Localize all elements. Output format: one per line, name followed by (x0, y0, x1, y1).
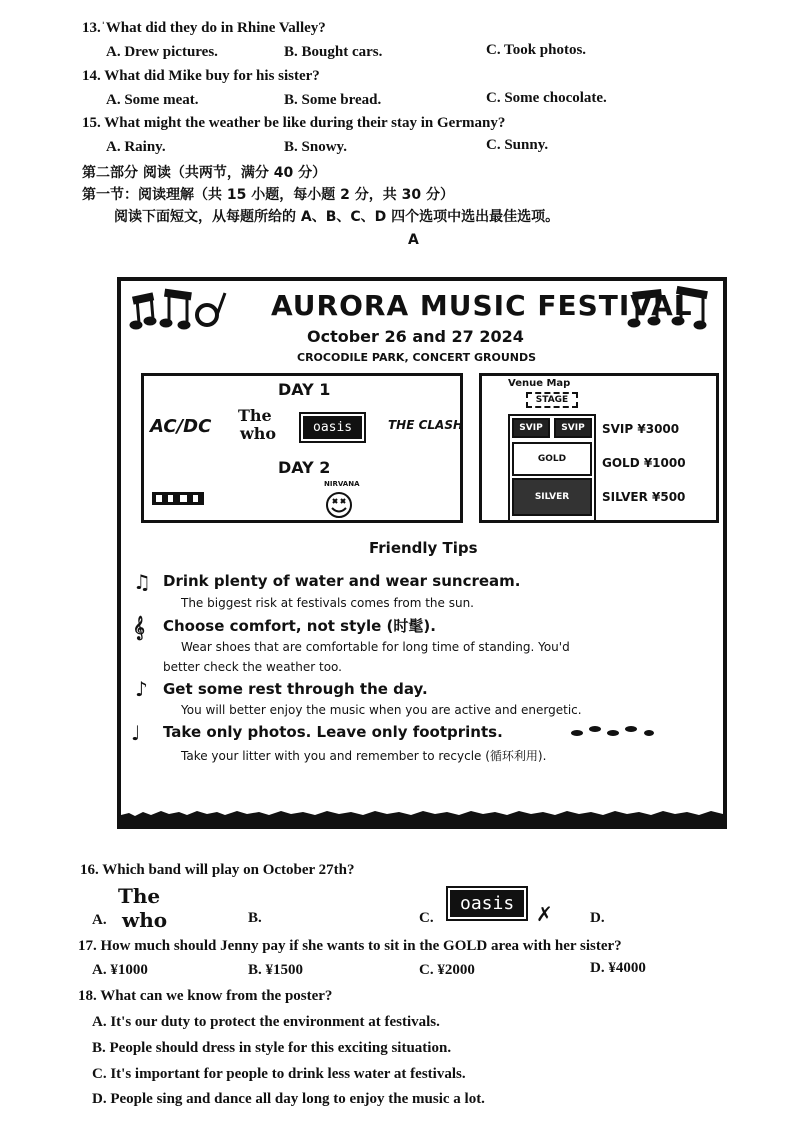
q16-a-the-who-bottom: who (122, 908, 168, 932)
svip-price: SVIP ¥3000 (602, 422, 680, 436)
q15-option-a: A. Rainy. (106, 139, 166, 155)
tips-title: Friendly Tips (369, 539, 478, 557)
tip-2-body-cont: better check the weather too. (163, 660, 342, 674)
eighth-note-icon: ♩ (131, 721, 141, 745)
svip-left-zone: SVIP (512, 418, 550, 438)
double-note-icon: ♫ (133, 570, 151, 594)
tip-1-heading: Drink plenty of water and wear suncream. (163, 572, 521, 590)
band-the-clash: THE CLASH (388, 418, 464, 432)
lineup-box (141, 373, 463, 523)
q16-text: 16. Which band will play on October 27th? (80, 862, 355, 878)
q13-option-c: C. Took photos. (486, 42, 587, 58)
music-notes-decoration-left-icon (127, 285, 231, 335)
q15-option-b: B. Snowy. (284, 139, 347, 155)
tip-3-body: You will better enjoy the music when you are active and energetic. (181, 703, 582, 717)
festival-poster (117, 277, 727, 829)
gold-zone: GOLD (512, 442, 592, 476)
reading-instruction: 阅读下面短文，从每题所给的 A、B、C、D 四个选项中选出最佳选项。 (114, 209, 560, 225)
crowd-skyline-decoration-icon (121, 803, 723, 825)
single-note-icon: ♪ (135, 677, 148, 701)
tip-2-body: Wear shoes that are comfortable for long time of standing. You'd (181, 640, 570, 654)
gold-price: GOLD ¥1000 (602, 456, 686, 470)
poster-title: AURORA MUSIC FESTIVAL (271, 289, 693, 322)
poster-venue: CROCODILE PARK, CONCERT GROUNDS (297, 351, 537, 364)
q16-a-the-who-top: The (118, 884, 161, 908)
q14-option-b: B. Some bread. (284, 92, 382, 108)
q16-c-x-mark-icon: ✗ (536, 902, 553, 926)
q16-option-d: D. (590, 910, 605, 926)
q17-option-c: C. ¥2000 (419, 962, 475, 978)
q18-option-c: C. It's important for people to drink less water at festivals. (92, 1066, 466, 1082)
q16-c-oasis-logo: oasis (448, 888, 526, 919)
q16-option-a: A. (92, 912, 107, 928)
q18-option-a: A. It's our duty to protect the environment at festivals. (92, 1014, 440, 1030)
day1-heading: DAY 1 (278, 380, 331, 399)
stage-zone: STAGE (526, 392, 578, 408)
section1-heading: 第一节：阅读理解（共 15 小题，每小题 2 分，共 30 分） (82, 187, 454, 203)
smiley-face-icon (324, 490, 354, 520)
q17-option-b: B. ¥1500 (248, 962, 304, 978)
q18-text: 18. What can we know from the poster? (78, 988, 333, 1004)
q15-option-c: C. Sunny. (486, 137, 549, 153)
passage-letter: A (408, 232, 419, 248)
q13-option-a: A. Drew pictures. (106, 44, 218, 60)
q13-option-b: B. Bought cars. (284, 44, 383, 60)
silver-zone: SILVER (512, 478, 592, 516)
band-oasis: oasis (301, 416, 364, 435)
venue-map-title: Venue Map (508, 378, 571, 389)
svip-right-zone: SVIP (554, 418, 592, 438)
q16-option-b: B. (248, 910, 262, 926)
band-logo-day2-left-icon (152, 488, 208, 508)
q18-option-b: B. People should dress in style for this exciting situation. (92, 1040, 452, 1056)
day2-heading: DAY 2 (278, 458, 331, 477)
tip-4-heading: Take only photos. Leave only footprints. (163, 723, 503, 741)
q18-option-d: D. People sing and dance all day long to enjoy the music a lot. (92, 1091, 485, 1107)
band-the-who-top: The (238, 406, 272, 425)
silver-price: SILVER ¥500 (602, 490, 686, 504)
venue-map-box (479, 373, 719, 523)
q17-option-a: A. ¥1000 (92, 962, 148, 978)
footprints-icon (569, 721, 655, 741)
q15-text: 15. What might the weather be like during their stay in Germany? (82, 115, 506, 131)
part2-heading: 第二部分 阅读（共两节，满分 40 分） (82, 165, 327, 181)
poster-date: October 26 and 27 2024 (307, 327, 524, 346)
band-the-who-bottom: who (240, 424, 277, 443)
tip-2-heading: Choose comfort, not style (时髦). (163, 617, 436, 635)
nirvana-label: NIRVANA (324, 480, 360, 488)
q13-text: 13.ˈWhat did they do in Rhine Valley? (82, 20, 326, 36)
q16-option-c: C. (419, 910, 434, 926)
q17-option-d: D. ¥4000 (590, 960, 646, 976)
band-acdc: AC/DC (150, 416, 212, 437)
q14-option-c: C. Some chocolate. (486, 90, 607, 106)
q14-option-a: A. Some meat. (106, 92, 199, 108)
tip-4-body: Take your litter with you and remember to recycle (循环利用). (181, 749, 547, 763)
q17-text: 17. How much should Jenny pay if she wants to sit in the GOLD area with her sister? (78, 938, 622, 954)
q14-text: 14. What did Mike buy for his sister? (82, 68, 320, 84)
tip-1-body: The biggest risk at festivals comes from the sun. (181, 596, 474, 610)
treble-clef-icon: 𝄞 (133, 615, 145, 639)
tip-3-heading: Get some rest through the day. (163, 680, 428, 698)
